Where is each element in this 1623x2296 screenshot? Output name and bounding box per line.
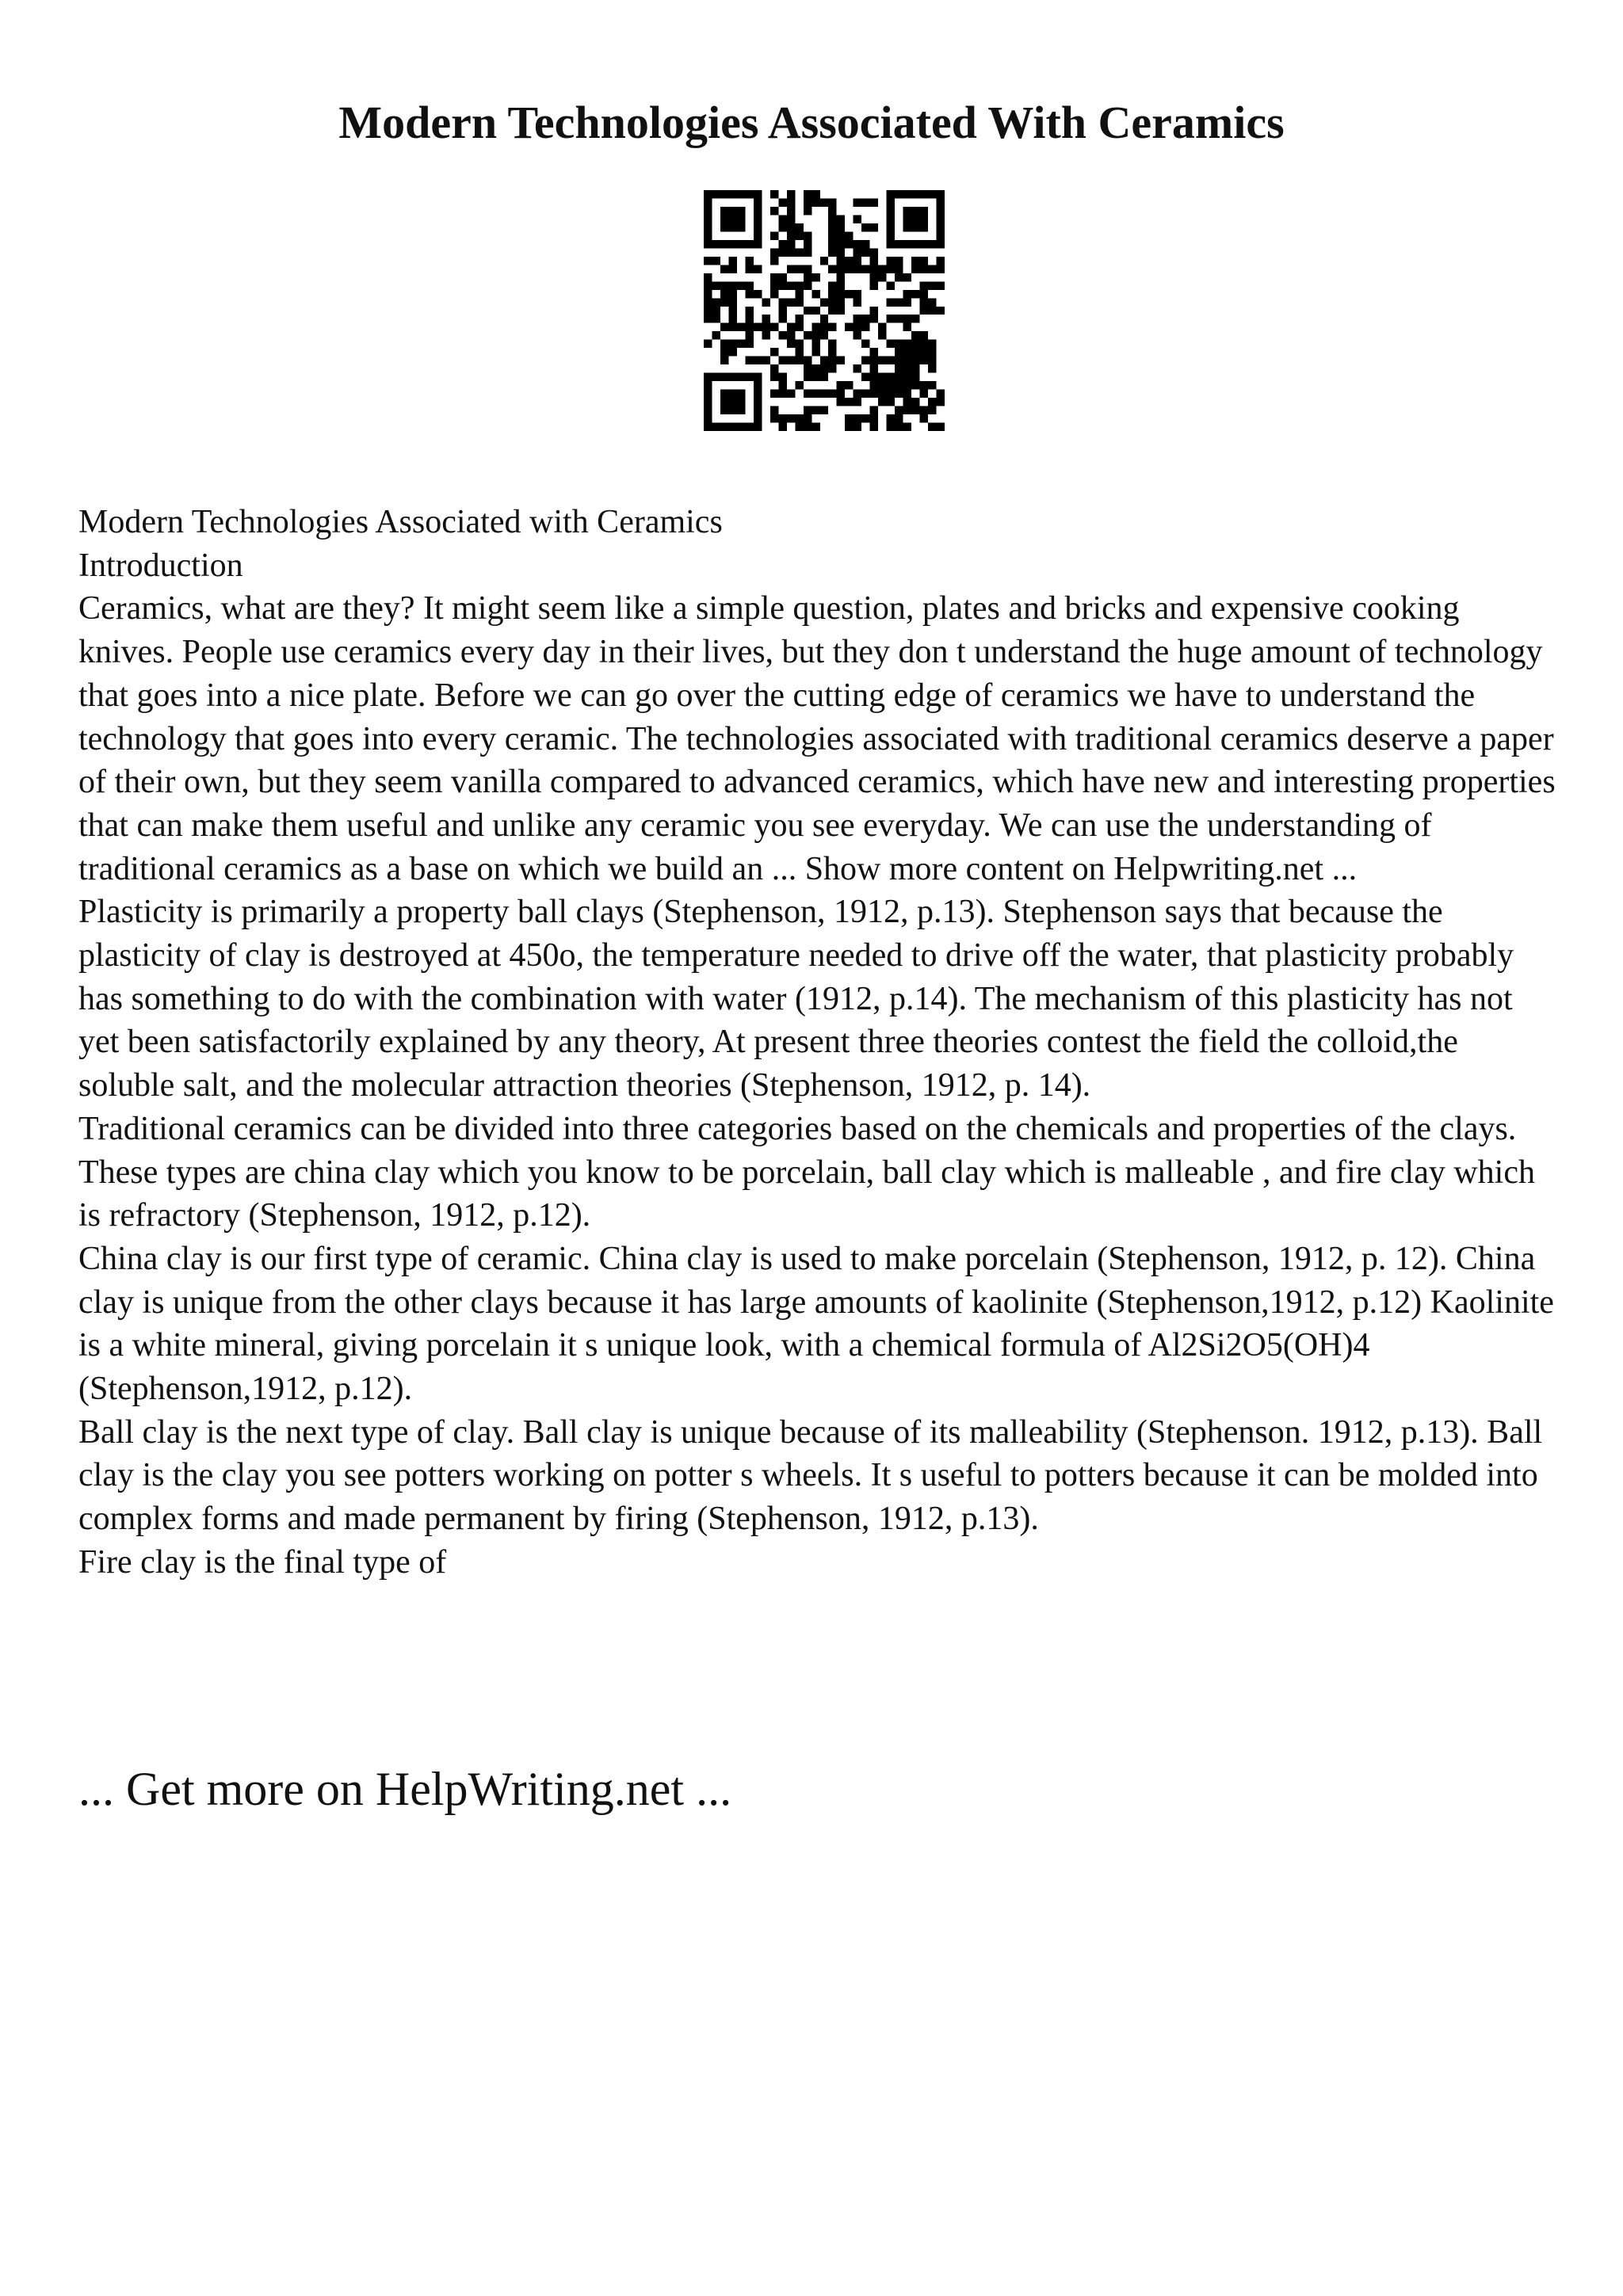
paragraph-intro: Ceramics, what are they? It might seem like a simple question, plates and bricks and expensive cooking knives. People use ceramics every day in their lives, but they don t understand the huge amount of technology that goes into a nice plate. Before we can go over the cutting edge of ceramics we have to understand the technology that goes into every ceramic. The technologies associated with traditional ceramics deserve a paper of their own, but they seem vanilla compared to advanced ceramics, which have new and interesting properties that can make them useful and unlike any ceramic you see everyday. We can use the understanding of traditional ceramics as a base on which we build an ... Show more content on Helpwriting.net ... [78,590,1556,887]
document-body [78,501,1560,1585]
paragraph-categories: Traditional ceramics can be divided into three categories based on the chemicals and properties of the clays. These types are china clay which you know to be porcelain, ball clay which is malleable , and fire clay which is refractory (Stephenson, 1912, p.12). [78,1110,1535,1234]
qr-code-icon[interactable] [704,190,945,431]
section-heading: Introduction [78,547,243,584]
paragraph-ball-clay: Ball clay is the next type of clay. Ball clay is unique because of its malleability (Stephenson. 1912, p.13). Ball clay is the clay you see potters working on potter s wheels. It s useful to potters because it can be molded into complex forms and made permanent by firing (Stephenson, 1912, p.13). [78,1413,1543,1538]
document-heading: Modern Technologies Associated with Ceramics [78,504,723,540]
paragraph-fire-clay: Fire clay is the final type of [78,1543,447,1581]
get-more-link[interactable]: ... Get more on HelpWriting.net ... [78,1763,732,1815]
document-title: Modern Technologies Associated With Ceramics [338,97,1285,148]
paragraph-china-clay: China clay is our first type of ceramic. China clay is used to make porcelain (Stephenson, 1912, p. 12). China clay is unique from the other clays because it has large amounts of kaolinite (Stephenson,1912, p.12) Kaolinite is a white mineral, giving porcelain it s unique look, with a chemical formula of Al2Si2O5(OH)4 (Stephenson,1912, p.12). [78,1240,1554,1408]
paragraph-plasticity: Plasticity is primarily a property ball clays (Stephenson, 1912, p.13). Stephenson says that because the plasticity of clay is destroyed at 450o, the temperature needed to drive off the water, that plasticity probably has something to do with the combination with water (1912, p.14). The mechanism of this plasticity has not yet been satisfactorily explained by any theory, At present three theories contest the field the colloid,the soluble salt, and the molecular attraction theories (Stephenson, 1912, p. 14). [78,894,1514,1104]
